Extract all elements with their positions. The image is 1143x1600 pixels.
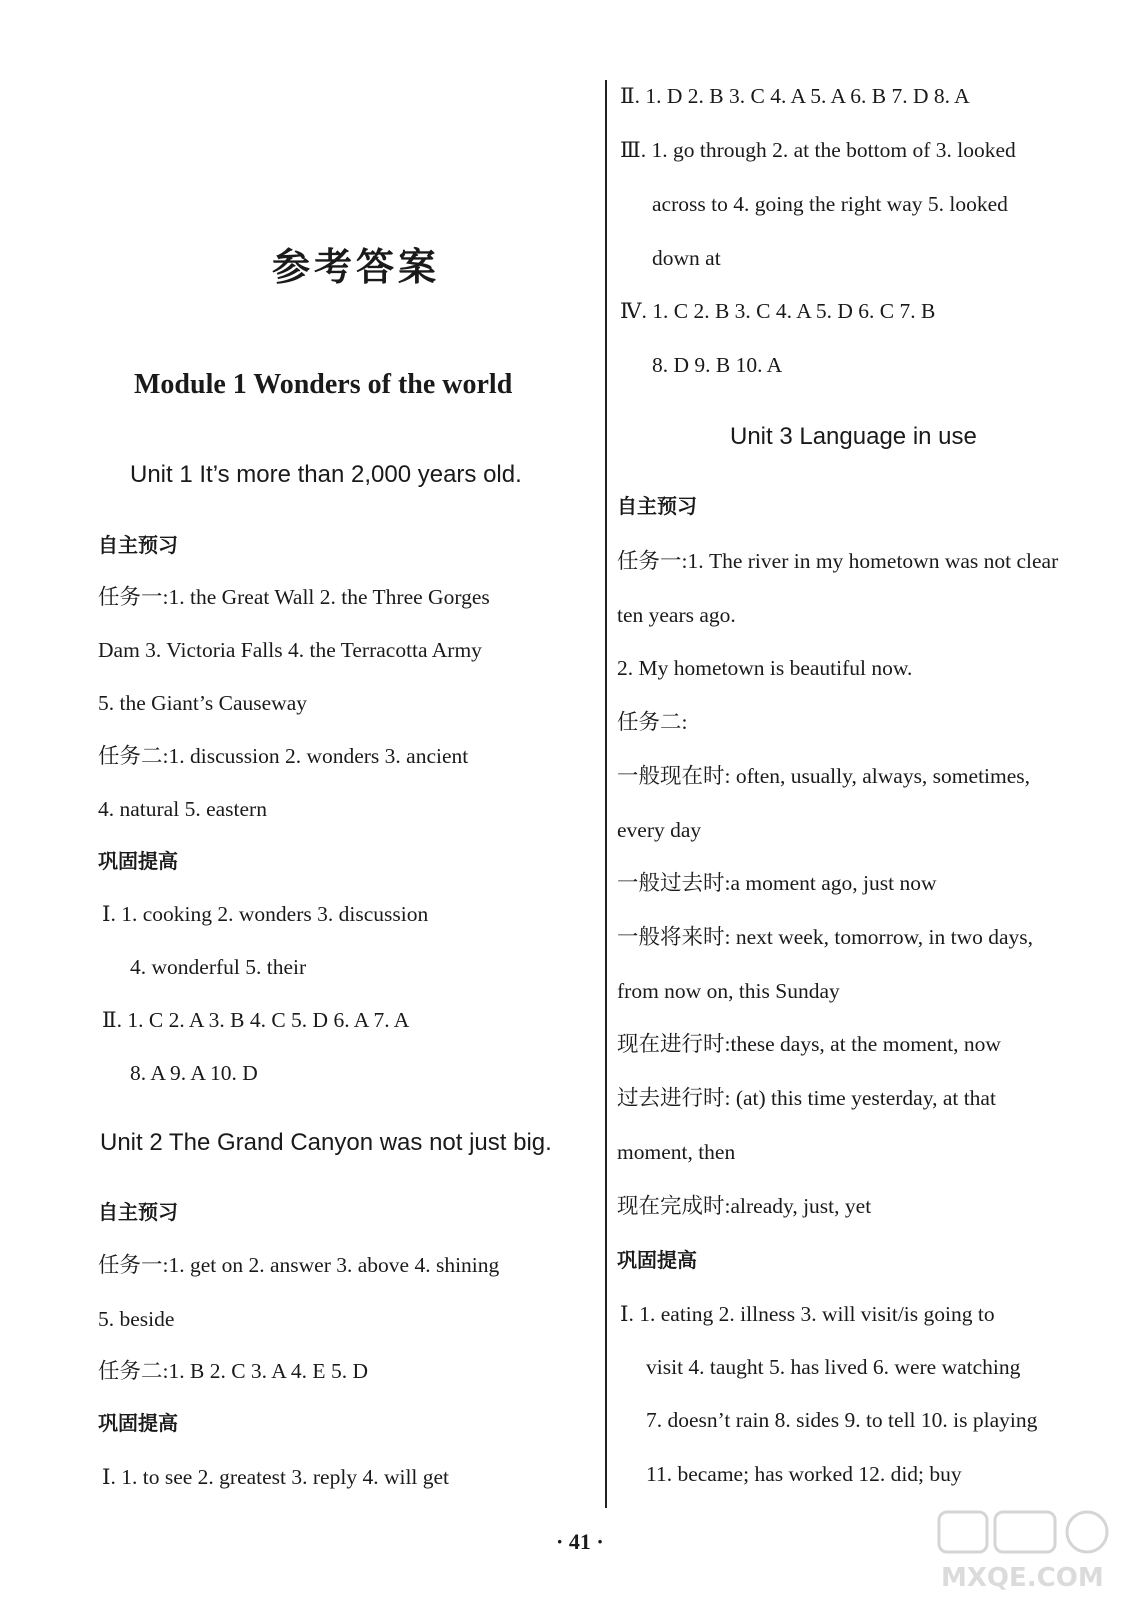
- answer-line: 8. A 9. A 10. D: [130, 1061, 258, 1085]
- answer-line: Ⅳ. 1. C 2. B 3. C 4. A 5. D 6. C 7. B: [620, 299, 936, 323]
- answer-line: moment, then: [617, 1140, 736, 1164]
- answer-line: Ⅱ. 1. D 2. B 3. C 4. A 5. A 6. B 7. D 8. A: [620, 84, 970, 108]
- answer-line: 一般过去时:a moment ago, just now: [617, 871, 937, 895]
- answer-line: 2. My hometown is beautiful now.: [617, 656, 913, 680]
- answer-line: down at: [652, 246, 721, 270]
- answer-line: Dam 3. Victoria Falls 4. the Terracotta Army: [98, 638, 482, 662]
- watermark-logo: [937, 1508, 1137, 1594]
- page-number: · 41 ·: [556, 1529, 604, 1554]
- answer-line: 任务二:1. discussion 2. wonders 3. ancient: [98, 744, 469, 768]
- section-preview-2: 自主预习: [98, 1200, 178, 1224]
- answer-line: every day: [617, 818, 702, 842]
- answer-line: 5. the Giant’s Causeway: [98, 691, 307, 715]
- answer-line: visit 4. taught 5. has lived 6. were watching: [646, 1355, 1021, 1379]
- answer-line: 8. D 9. B 10. A: [652, 353, 783, 377]
- answer-line: Ⅰ. 1. cooking 2. wonders 3. discussion: [102, 902, 429, 926]
- answer-line: 任务二:: [617, 710, 688, 734]
- answer-line: 任务二:1. B 2. C 3. A 4. E 5. D: [98, 1359, 368, 1383]
- answer-line: 7. doesn’t rain 8. sides 9. to tell 10. is playing: [646, 1408, 1038, 1432]
- answer-line: ten years ago.: [617, 603, 736, 627]
- answer-line: 任务一:1. get on 2. answer 3. above 4. shining: [98, 1253, 500, 1277]
- section-preview-3: 自主预习: [617, 494, 697, 518]
- section-consolidate-1: 巩固提高: [98, 849, 178, 873]
- answer-line: Ⅱ. 1. C 2. A 3. B 4. C 5. D 6. A 7. A: [102, 1008, 410, 1032]
- answer-line: 现在进行时:these days, at the moment, now: [617, 1032, 1001, 1056]
- answer-line: across to 4. going the right way 5. looked: [652, 192, 1008, 216]
- unit-1-heading: Unit 1 It’s more than 2,000 years old.: [130, 461, 522, 488]
- section-consolidate-2: 巩固提高: [98, 1411, 178, 1435]
- answer-line: Ⅰ. 1. eating 2. illness 3. will visit/is going to: [620, 1302, 995, 1326]
- answer-line: Ⅰ. 1. to see 2. greatest 3. reply 4. will get: [102, 1465, 450, 1489]
- section-preview-1: 自主预习: [98, 533, 178, 557]
- module-heading: Module 1 Wonders of the world: [134, 369, 513, 400]
- unit-3-heading: Unit 3 Language in use: [730, 423, 977, 450]
- watermark-text: MXQE.COM: [941, 1563, 1104, 1593]
- answer-line: 一般现在时: often, usually, always, sometimes,: [617, 764, 1031, 788]
- unit-2-heading: Unit 2 The Grand Canyon was not just big.: [100, 1129, 552, 1156]
- column-divider: [605, 80, 607, 1508]
- answer-line: 任务一:1. the Great Wall 2. the Three Gorges: [98, 585, 490, 609]
- answer-line: 4. wonderful 5. their: [130, 955, 307, 979]
- answer-line: 4. natural 5. eastern: [98, 797, 267, 821]
- answer-line: 一般将来时: next week, tomorrow, in two days,: [617, 925, 1034, 949]
- answer-line: from now on, this Sunday: [617, 979, 840, 1003]
- answer-line: 5. beside: [98, 1307, 175, 1331]
- answer-line: 任务一:1. The river in my hometown was not clear: [617, 549, 1059, 573]
- page-title: 参考答案: [272, 245, 441, 289]
- answer-line: 11. became; has worked 12. did; buy: [646, 1462, 962, 1486]
- answer-line: 现在完成时:already, just, yet: [617, 1194, 872, 1218]
- section-consolidate-3: 巩固提高: [617, 1248, 697, 1272]
- answer-line: 过去进行时: (at) this time yesterday, at that: [617, 1086, 996, 1110]
- answer-line: Ⅲ. 1. go through 2. at the bottom of 3. looked: [620, 138, 1016, 162]
